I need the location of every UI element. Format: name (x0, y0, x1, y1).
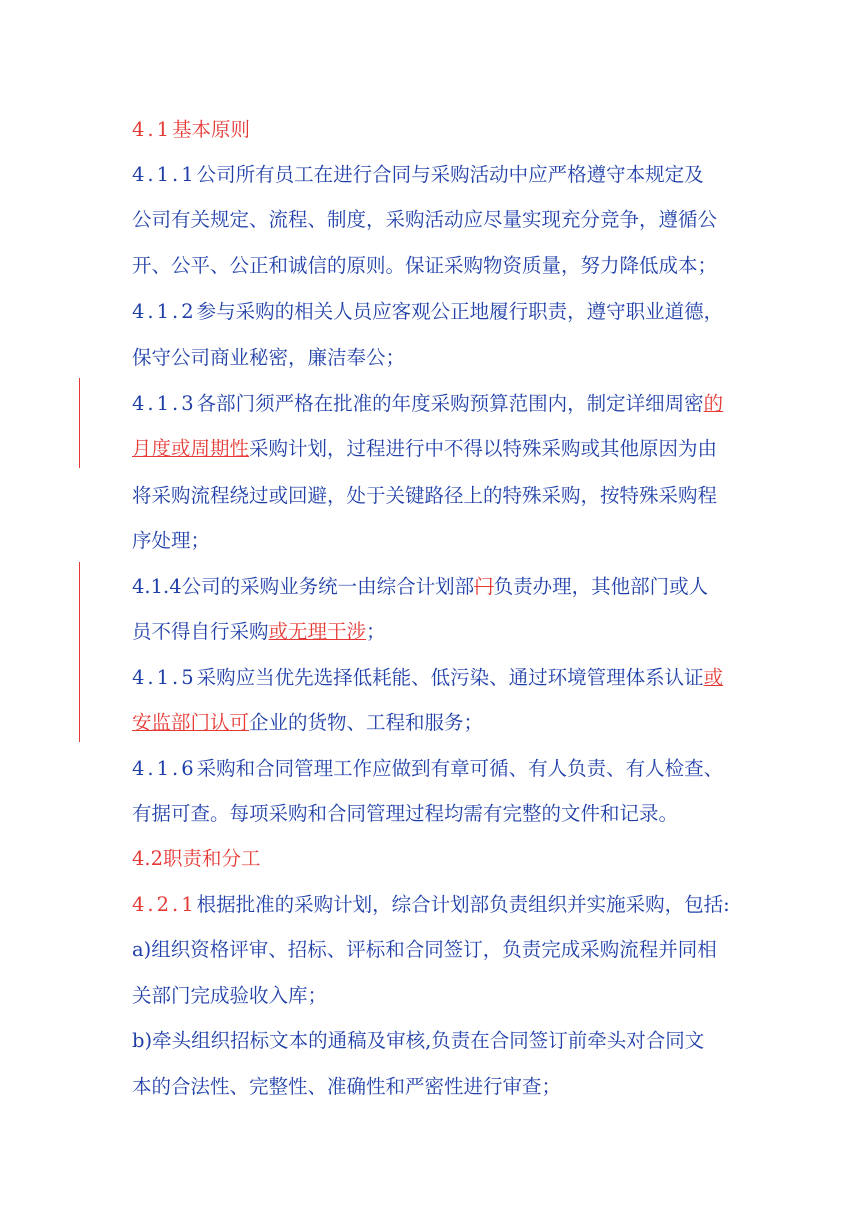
paragraph-line (132, 484, 717, 508)
paragraph-line (132, 575, 708, 599)
clause-text: 公司的采购业务统一由综合计划部 (181, 575, 475, 598)
clause-number: 4.1.5 (132, 666, 197, 689)
clause-number: 4.1.3 (132, 392, 197, 415)
paragraph-line (132, 893, 730, 917)
clause-text: 根据批准的采购计划，综合计划部负责组织并实施采购，包括: (196, 893, 730, 916)
revision-bar (79, 562, 80, 742)
clause-text: 采购应当优先选择低耗能、低污染、通过环境管理体系认证 (196, 666, 704, 689)
paragraph-line (132, 437, 717, 461)
paragraph-line (132, 392, 723, 416)
clause-text: 公司所有员工在进行合同与采购活动中应严格遵守本规定及 (196, 163, 704, 186)
section-number: 4.1 (132, 118, 173, 141)
paragraph-line (132, 938, 717, 962)
inserted-text: 或 (703, 666, 724, 689)
paragraph-line (132, 300, 723, 324)
section-number: 4.2 (132, 847, 164, 870)
paragraph-line (132, 984, 327, 1008)
section-heading-4-1 (132, 118, 250, 142)
paragraph-line (132, 254, 717, 278)
list-item-text: 关部门完成验收入库； (132, 984, 328, 1007)
paragraph-line (132, 208, 717, 232)
paragraph-line (132, 346, 405, 370)
clause-text: 有据可查。每项采购和合同管理过程均需有完整的文件和记录。 (132, 802, 679, 825)
clause-text: ； (366, 620, 386, 643)
clause-text: 序处理； (132, 529, 211, 552)
clause-number: 4.1.2 (132, 300, 197, 323)
paragraph-line (132, 163, 704, 187)
deleted-text: 门 (474, 575, 494, 598)
clause-text: 企业的货物、工程和服务； (249, 711, 484, 734)
inserted-text: 月度或周期性 (132, 437, 250, 460)
paragraph-line (132, 711, 483, 735)
clause-text: 将采购流程绕过或回避，处于关键路径上的特殊采购，按特殊采购程 (132, 484, 718, 507)
section-title: 职责和分工 (163, 847, 261, 870)
clause-text: 员不得自行采购 (132, 620, 269, 643)
clause-text: 公司有关规定、流程、制度，采购活动应尽量实现充分竞争，遵循公 (132, 208, 718, 231)
clause-text: 采购计划，过程进行中不得以特殊采购或其他原因为由 (249, 437, 718, 460)
clause-number: 4.1.4 (132, 575, 182, 598)
revision-bar (79, 378, 80, 468)
list-item-text: 本的合法性、完整性、准确性和严密性进行审查； (132, 1075, 562, 1098)
clause-number: 4.2.1 (132, 893, 197, 916)
inserted-text: 的 (703, 392, 724, 415)
inserted-text: 安监部门认可 (132, 711, 250, 734)
clause-text: 开、公平、公正和诚信的原则。保证采购物资质量，努力降低成本； (132, 254, 718, 277)
list-item-text: a)组织资格评审、招标、评标和合同签订，负责完成采购流程并同相 (132, 938, 717, 961)
section-title: 基本原则 (172, 118, 251, 141)
paragraph-line (132, 757, 723, 781)
list-item-text: b)牵头组织招标文本的通稿及审核,负责在合同签订前牵头对合同文 (132, 1029, 705, 1052)
clause-text: 采购和合同管理工作应做到有章可循、有人负责、有人检查、 (196, 757, 724, 780)
paragraph-line (132, 1075, 561, 1099)
paragraph-line (132, 529, 210, 553)
clause-number: 4.1.6 (132, 757, 197, 780)
clause-text: 参与采购的相关人员应客观公正地履行职责，遵守职业道德， (196, 300, 724, 323)
paragraph-line (132, 802, 678, 826)
paragraph-line (132, 620, 386, 644)
paragraph-line (132, 1029, 704, 1053)
section-heading-4-2 (132, 847, 261, 871)
inserted-text: 或无理干涉 (268, 620, 367, 643)
clause-number: 4.1.1 (132, 163, 197, 186)
clause-text: 保守公司商业秘密，廉洁奉公； (132, 346, 406, 369)
clause-text: 负责办理，其他部门或人 (493, 575, 709, 598)
clause-text: 各部门须严格在批准的年度采购预算范围内，制定详细周密 (196, 392, 704, 415)
paragraph-line (132, 666, 723, 690)
